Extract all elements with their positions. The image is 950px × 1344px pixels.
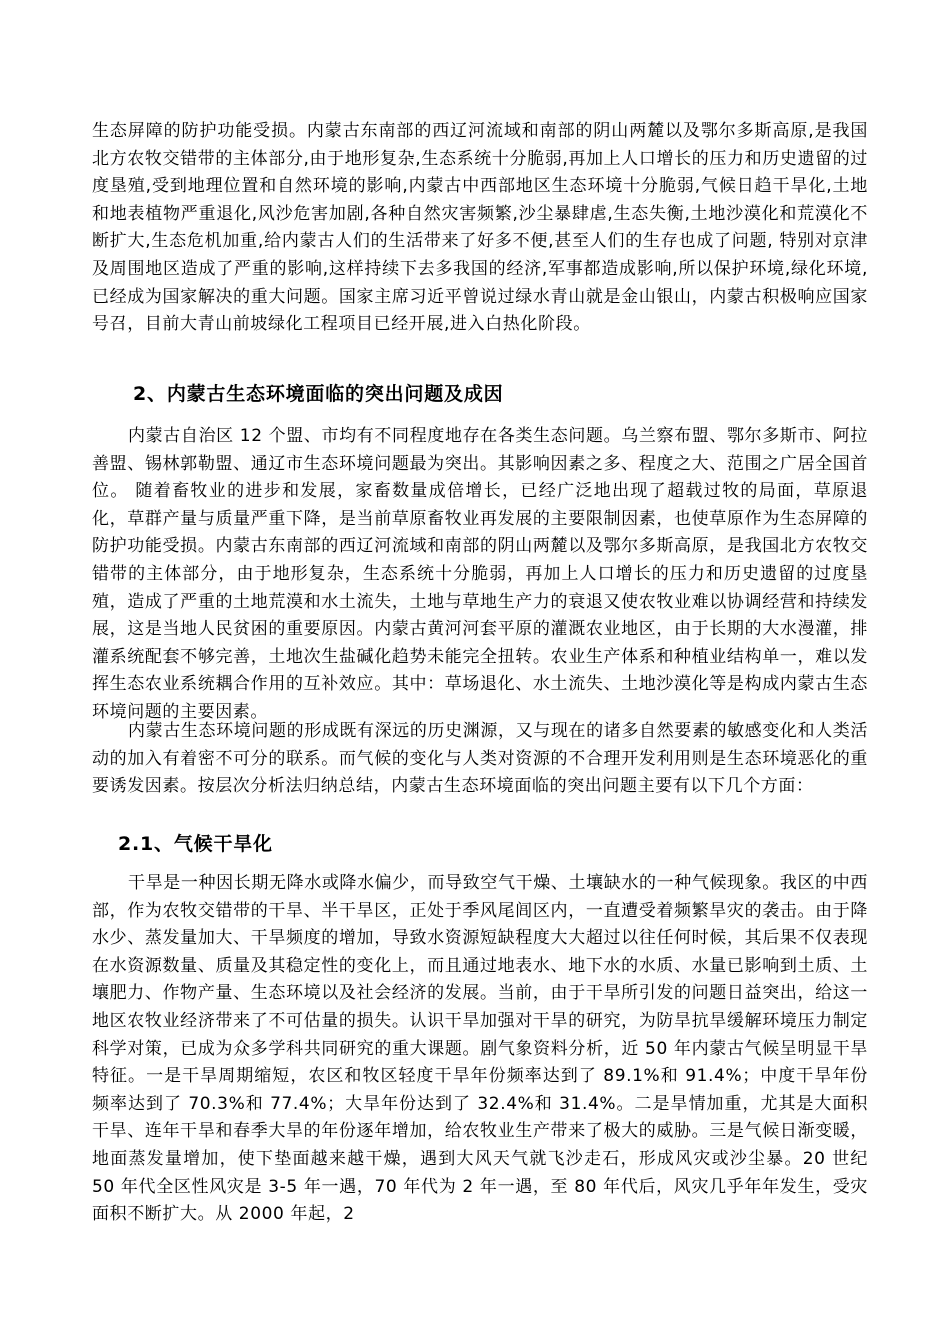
section-heading: 2、内蒙古生态环境面临的突出问题及成因	[133, 383, 504, 405]
subsection-heading: 2.1、气候干旱化	[118, 833, 273, 855]
body-paragraph: 生态屏障的防护功能受损。内蒙古东南部的西辽河流域和南部的阴山两麓以及鄂尔多斯高原,是我国北方农牧交错带的主体部分,由于地形复杂,生态系统十分脆弱,再加上人口增长的压力和历史遗留的过度垦殖,受到地理位置和自然环境的影响,内蒙古中西部地区生态环境十分脆弱,气候日趋干旱化,土地和地表植物严重退化,风沙危害加剧,各种自然灾害频繁,沙尘暴肆虐,生态失衡,土地沙漠化和荒漠化不断扩大,生态危机加重,给内蒙古人们的生活带来了好多不便,甚至人们的生存也成了问题, 特别对京津及周围地区造成了严重的影响,这样持续下去多我国的经济,军事都造成影响,所以保护环境,绿化环境,已经成为国家解决的重大问题。国家主席习近平曾说过绿水青山就是金山银山，内蒙古积极响应国家号召，目前大青山前坡绿化工程项目已经开展,进入白热化阶段。	[92, 121, 868, 335]
body-paragraph: 干旱是一种因长期无降水或降水偏少，而导致空气干燥、土壤缺水的一种气候现象。我区的中西部，作为农牧交错带的干旱、半干旱区，正处于季风尾闾区内，一直遭受着频繁旱灾的袭击。由于降水少、蒸发量加大、干旱频度的增加，导致水资源短缺程度大大超过以往任何时候，其后果不仅表现在水资源数量、质量及其稳定性的变化上，而且通过地表水、地下水的水质、水量已影响到土质、土壤肥力、作物产量、生态环境以及社会经济的发展。当前，由于干旱所引发的问题日益突出，给这一地区农牧业经济带来了不可估量的损失。认识干旱加强对干旱的研究，为防旱抗旱缓解环境压力制定科学对策，已成为众多学科共同研究的重大课题。剧气象资料分析，近 50 年内蒙古气候呈明显干旱特征。一是干旱周期缩短，农区和牧区轻度干旱年份频率达到了 89.1%和 91.4%；中度干旱年份频率达到了 70.3%和 77.4%；大旱年份达到了 32.4%和 31.4%。二是旱情加重，尤其是大面积干旱、连年干旱和春季大旱的年份逐年增加，给农牧业生产带来了极大的威胁。三是气候日渐变暖，地面蒸发量增加，使下垫面越来越干燥，遇到大风天气就飞沙走石，形成风灾或沙尘暴。20 世纪 50 年代全区性风灾是 3-5 年一遇，70 年代为 2 年一遇，至 80 年代后，风灾几乎年年发生，受灾面积不断扩大。从 2000 年起，2	[92, 873, 868, 1225]
body-paragraph: 内蒙古自治区 12 个盟、市均有不同程度地存在各类生态问题。乌兰察布盟、鄂尔多斯市、阿拉善盟、锡林郭勒盟、通辽市生态环境问题最为突出。其影响因素之多、程度之大、范围之广居全国首位。 随着畜牧业的进步和发展，家畜数量成倍增长，已经广泛地出现了超载过牧的局面，草原退化，草群产量与质量严重下降，是当前草原畜牧业再发展的主要限制因素，也使草原作为生态屏障的防护功能受损。内蒙古东南部的西辽河流域和南部的阴山两麓以及鄂尔多斯高原，是我国北方农牧交错带的主体部分，由于地形复杂，生态系统十分脆弱，再加上人口增长的压力和历史遗留的过度垦殖，造成了严重的土地荒漠和水土流失，土地与草地生产力的衰退又使农牧业难以协调经营和持续发展，这是当地人民贫困的重要原因。内蒙古黄河河套平原的灌溉农业地区，由于长期的大水漫灌，排灌系统配套不够完善，土地次生盐碱化趋势未能完全扭转。农业生产体系和种植业结构单一，难以发挥生态农业系统耦合作用的互补效应。其中：草场退化、水土流失、土地沙漠化等是构成内蒙古生态环境问题的主要因素。	[92, 426, 868, 722]
body-paragraph: 内蒙古生态环境问题的形成既有深远的历史渊源，又与现在的诸多自然要素的敏感变化和人类活动的加入有着密不可分的联系。而气候的变化与人类对资源的不合理开发利用则是生态环境恶化的重要诱发因素。按层次分析法归纳总结，内蒙古生态环境面临的突出问题主要有以下几个方面：	[92, 721, 868, 797]
